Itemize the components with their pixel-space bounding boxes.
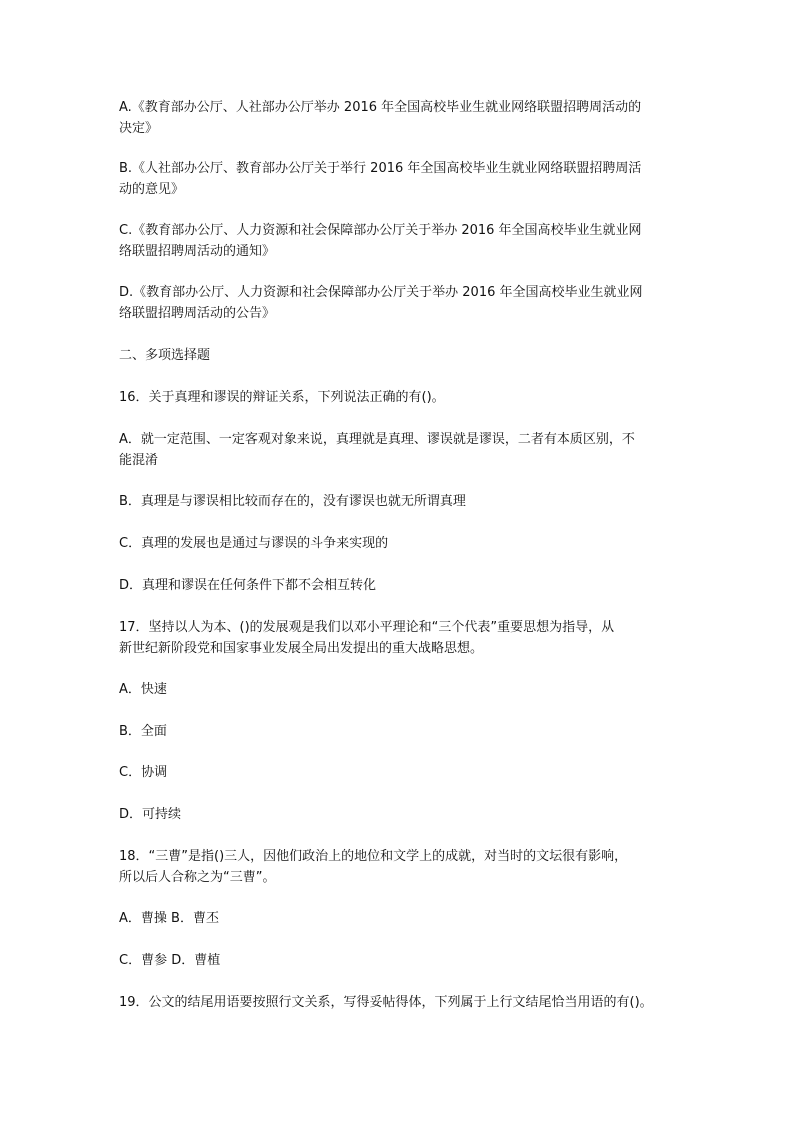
text-line: C．曹参 D．曹植 [119, 953, 221, 968]
q18-options-ab [119, 908, 694, 929]
q15-option-c [119, 220, 694, 262]
q15-option-d [119, 282, 694, 324]
text-line: A.《教育部办公厅、人社部办公厅举办 2016 年全国高校毕业生就业网络联盟招聘周活动的 [119, 100, 642, 115]
question-text: 16．关于真理和谬误的辩证关系，下列说法正确的有()。 [119, 390, 445, 405]
text-line: D．真理和谬误在任何条件下都不会相互转化 [119, 578, 377, 593]
text-line: 能混淆 [119, 453, 159, 468]
text-line: C．协调 [119, 765, 168, 780]
text-line: 所以后人合称之为“三曹”。 [119, 870, 276, 885]
text-line: B．全面 [119, 724, 167, 739]
q17-option-a [119, 679, 694, 700]
text-line: D.《教育部办公厅、人力资源和社会保障部办公厅关于举办 2016 年全国高校毕业生就业网 [119, 285, 643, 300]
text-line: A．就一定范围、一定客观对象来说，真理就是真理、谬误就是谬误，二者有本质区别，不 [119, 432, 635, 447]
q18-options-cd [119, 950, 694, 971]
text-line: 络联盟招聘周活动的通知》 [119, 244, 276, 259]
section-heading-text: 二、多项选择题 [119, 348, 211, 363]
text-line: 络联盟招聘周活动的公告》 [119, 306, 276, 321]
text-line: 18．“三曹”是指()三人，因他们政治上的地位和文学上的成就，对当时的文坛很有影响， [119, 849, 628, 864]
q17-stem [119, 617, 694, 659]
text-line: 17．坚持以人为本、()的发展观是我们以邓小平理论和“三个代表”重要思想为指导，从 [119, 620, 615, 635]
q17-option-b [119, 721, 694, 742]
q17-option-c [119, 762, 694, 783]
q15-option-b [119, 158, 694, 200]
text-line: D．可持续 [119, 807, 182, 822]
text-line: B.《人社部办公厅、教育部办公厅关于举行 2016 年全国高校毕业生就业网络联盟招聘周活 [119, 161, 642, 176]
q16-option-c [119, 533, 694, 554]
section-heading [119, 345, 694, 366]
q19-stem [119, 992, 694, 1013]
text-line: 决定》 [119, 121, 159, 136]
text-line: 新世纪新阶段党和国家事业发展全局出发提出的重大战略思想。 [119, 641, 484, 656]
text-line: C．真理的发展也是通过与谬误的斗争来实现的 [119, 536, 389, 551]
q16-option-a [119, 429, 694, 471]
text-line: 动的意见》 [119, 182, 185, 197]
q16-option-b [119, 491, 694, 512]
text-line: A．曹操 B．曹丕 [119, 911, 219, 926]
question-text: 19．公文的结尾用语要按照行文关系，写得妥帖得体，下列属于上行文结尾恰当用语的有()。 [119, 995, 653, 1010]
q16-option-d [119, 575, 694, 596]
q18-stem [119, 846, 694, 888]
text-line: A．快速 [119, 682, 167, 697]
text-line: B．真理是与谬误相比较而存在的，没有谬误也就无所谓真理 [119, 494, 466, 509]
q16-stem [119, 387, 694, 408]
q17-option-d [119, 804, 694, 825]
text-line: C.《教育部办公厅、人力资源和社会保障部办公厅关于举办 2016 年全国高校毕业生就业网 [119, 223, 642, 238]
q15-option-a [119, 97, 694, 139]
